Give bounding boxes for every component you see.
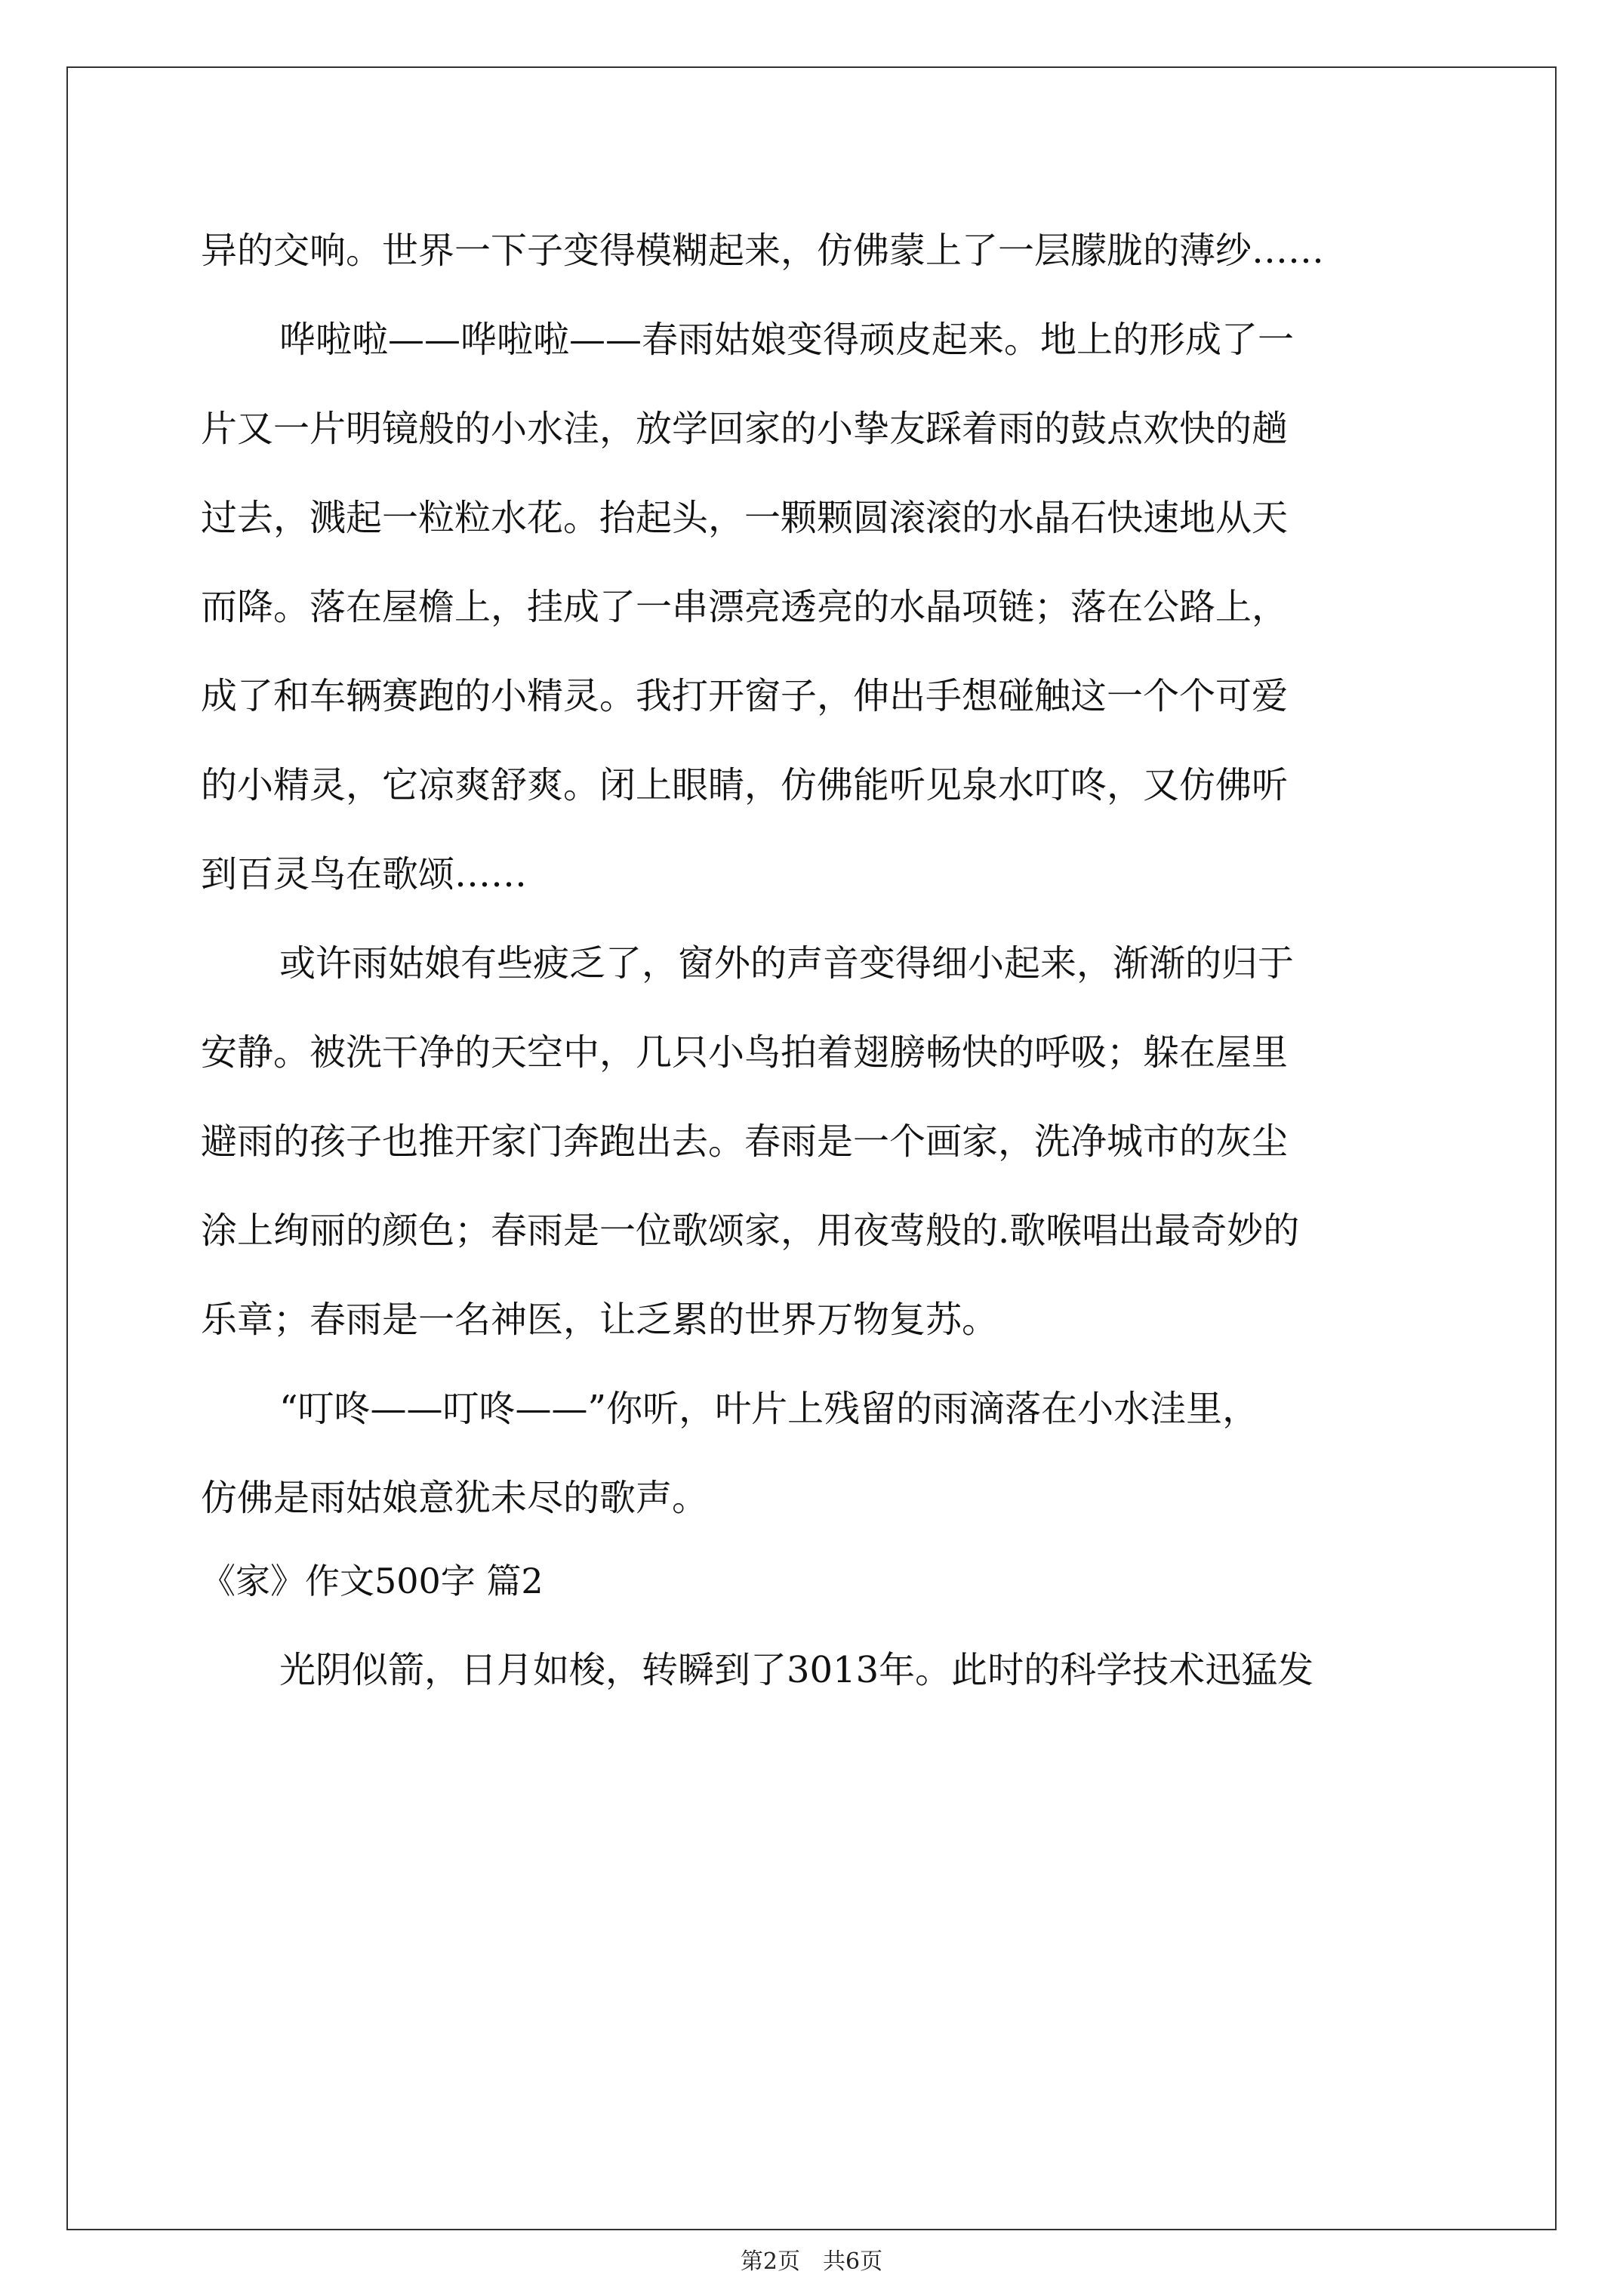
paragraph-first-line: 或许雨姑娘有些疲乏了，窗外的声音变得细小起来，渐渐的归于 — [279, 942, 1295, 985]
body-line: 避雨的孩子也推开家门奔跑出去。春雨是一个画家，洗净城市的灰尘 — [201, 1120, 1289, 1163]
body-line: 到百灵鸟在歌颂…… — [201, 853, 528, 895]
section-heading: 《家》作文500字 篇2 — [201, 1561, 544, 1601]
body-line: 异的交响。世界一下子变得模糊起来，仿佛蒙上了一层朦胧的薄纱…… — [201, 230, 1325, 272]
body-line: 片又一片明镜般的小水洼，放学回家的小挚友踩着雨的鼓点欢快的趟 — [201, 408, 1289, 450]
body-line: 而降。落在屋檐上，挂成了一串漂亮透亮的水晶项链；落在公路上， — [201, 586, 1289, 628]
paragraph-first-line: 光阴似箭，日月如梭，转瞬到了3013年。此时的科学技术迅猛发 — [279, 1649, 1314, 1691]
page-footer: 第2页 共6页 — [740, 2248, 883, 2275]
body-line: 乐章；春雨是一名神医，让乏累的世界万物复苏。 — [201, 1299, 999, 1341]
body-line: 过去，溅起一粒粒水花。抬起头，一颗颗圆滚滚的水晶石快速地从天 — [201, 497, 1289, 539]
paragraph-first-line: 哗啦啦——哗啦啦——春雨姑娘变得顽皮起来。地上的形成了一 — [279, 319, 1295, 361]
body-line: 的小精灵，它凉爽舒爽。闭上眼睛，仿佛能听见泉水叮咚，又仿佛听 — [201, 764, 1289, 806]
body-line: 安静。被洗干净的天空中，几只小鸟拍着翅膀畅快的呼吸；躲在屋里 — [201, 1031, 1289, 1074]
body-line: 成了和车辆赛跑的小精灵。我打开窗子，伸出手想碰触这一个个可爱 — [201, 675, 1289, 717]
body-line: 涂上绚丽的颜色；春雨是一位歌颂家，用夜莺般的.歌喉唱出最奇妙的 — [201, 1210, 1300, 1252]
paragraph-first-line: “叮咚——叮咚——”你听，叶片上残留的雨滴落在小水洼里， — [279, 1388, 1259, 1430]
body-line: 仿佛是雨姑娘意犹未尽的歌声。 — [201, 1477, 709, 1519]
